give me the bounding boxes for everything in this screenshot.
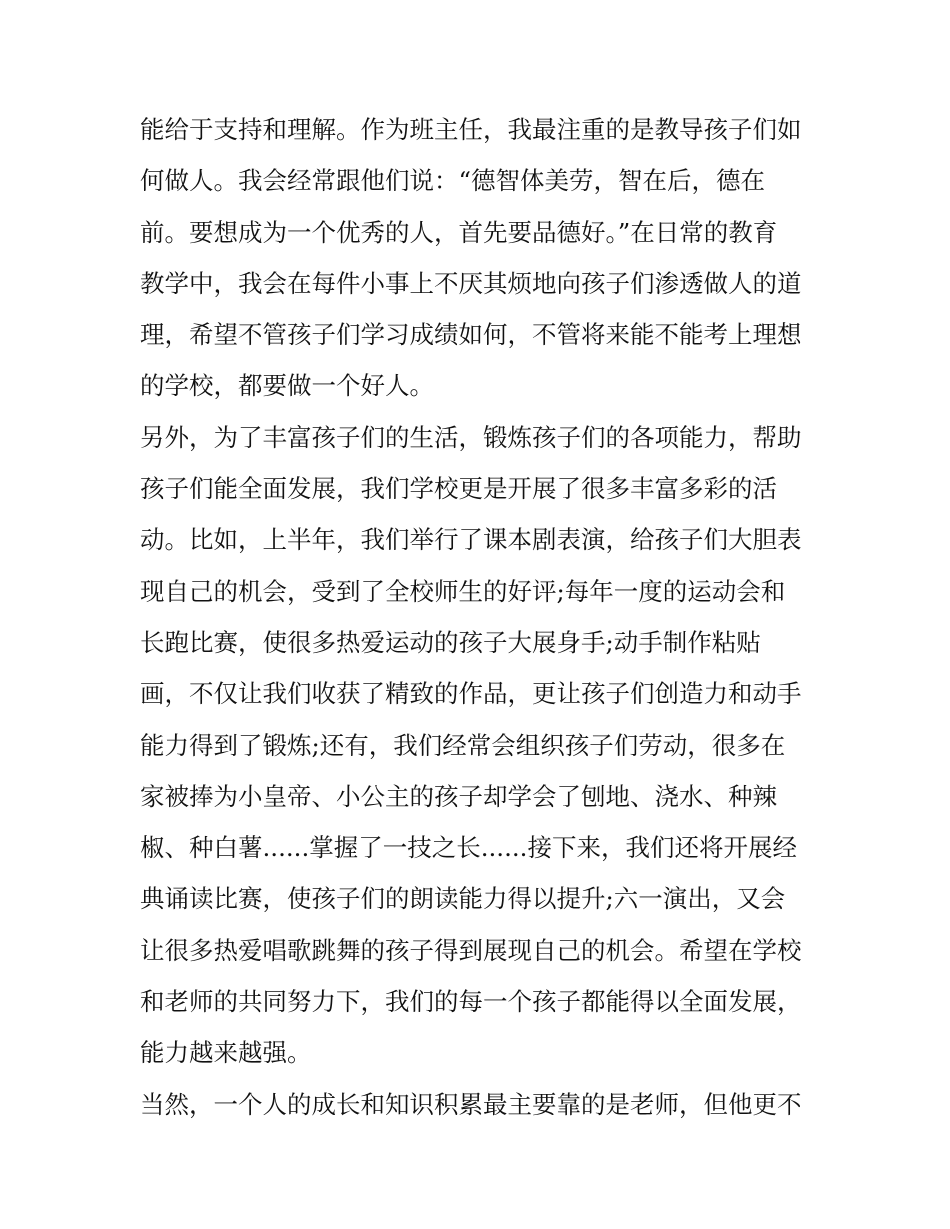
text-line: 画，不仅让我们收获了精致的作品，更让孩子们创造力和动手 (140, 679, 802, 709)
text-line: 当然，一个人的成长和知识积累最主要靠的是老师，但他更不 (140, 1089, 802, 1119)
paragraph (140, 412, 820, 1079)
text-line: 前。要想成为一个优秀的人，首先要品德好。”在日常的教育 (140, 217, 778, 247)
text-line: 理，希望不管孩子们学习成绩如何，不管将来能不能考上理想 (140, 320, 802, 350)
text-line: 典诵读比赛，使孩子们的朗读能力得以提升;六一演出，又会 (140, 884, 786, 914)
text-line: 家被捧为小皇帝、小公主的孩子却学会了刨地、浇水、种辣 (140, 781, 777, 811)
paragraph (140, 1079, 820, 1130)
text-line: 让很多热爱唱歌跳舞的孩子得到展现自己的机会。希望在学校 (140, 935, 802, 965)
text-line: 能力得到了锻炼;还有，我们经常会组织孩子们劳动，很多在 (140, 730, 786, 760)
text-line: 教学中，我会在每件小事上不厌其烦地向孩子们渗透做人的道 (140, 268, 802, 298)
text-line: 椒、种白薯......掌握了一技之长......接下来，我们还将开展经 (140, 833, 797, 863)
text-line: 能给于支持和理解。作为班主任，我最注重的是教导孩子们如 (140, 115, 802, 144)
text-line: 动。比如，上半年，我们举行了课本剧表演，给孩子们大胆表 (140, 525, 802, 555)
paragraph (140, 104, 820, 412)
text-line: 长跑比赛，使很多热爱运动的孩子大展身手;动手制作粘贴 (140, 627, 761, 657)
text-line: 的学校，都要做一个好人。 (140, 371, 434, 401)
document-body (140, 104, 820, 1130)
text-line: 现自己的机会，受到了全校师生的好评;每年一度的运动会和 (140, 576, 786, 606)
text-line: 孩子们能全面发展，我们学校更是开展了很多丰富多彩的活 (140, 474, 777, 504)
text-line: 另外，为了丰富孩子们的生活，锻炼孩子们的各项能力，帮助 (140, 422, 802, 452)
text-line: 和老师的共同努力下，我们的每一个孩子都能得以全面发展， (140, 987, 802, 1017)
text-line: 何做人。我会经常跟他们说：“德智体美劳，智在后，德在 (140, 166, 766, 196)
text-line: 能力越来越强。 (140, 1038, 312, 1068)
